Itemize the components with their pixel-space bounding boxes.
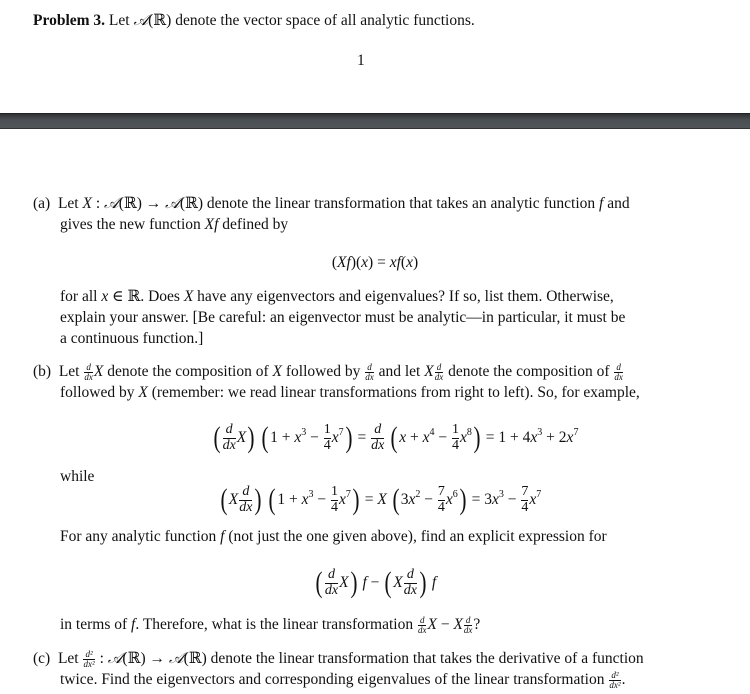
fraction-denominator: dx xyxy=(417,624,427,635)
math-symbol: xf xyxy=(389,254,401,271)
math-symbol: X xyxy=(453,616,463,633)
fraction-numerator: 1 xyxy=(452,422,460,438)
math-symbol: x xyxy=(399,429,407,446)
exponent: 3 xyxy=(301,427,307,438)
math-symbol: X xyxy=(82,195,92,212)
part-c-line-2 xyxy=(60,669,625,690)
math-symbol: x xyxy=(331,429,339,446)
fraction xyxy=(609,671,620,691)
problem-statement xyxy=(33,10,475,31)
text-run: (ℝ) → xyxy=(122,650,169,667)
fraction-denominator: dx xyxy=(403,582,417,598)
math-symbol: x xyxy=(294,429,302,446)
text-run: and xyxy=(603,195,630,212)
part-c-line-1 xyxy=(33,648,644,669)
fraction xyxy=(452,423,459,453)
part-b-while: while xyxy=(60,468,95,485)
math-symbol: x xyxy=(406,254,413,271)
text-run xyxy=(263,491,267,508)
fraction xyxy=(331,485,338,515)
math-symbol: x xyxy=(361,254,369,271)
text-run: gives the new function xyxy=(60,216,205,233)
text-run: + xyxy=(406,429,423,446)
fraction-denominator: dx xyxy=(365,371,374,382)
fraction xyxy=(223,423,236,453)
math-symbol: x xyxy=(566,429,574,446)
exponent: 3 xyxy=(498,489,504,500)
page-number: 1 xyxy=(357,52,365,69)
text-run: followed by xyxy=(60,384,139,401)
part-a-line-3 xyxy=(60,286,614,307)
text-run: twice. Find the eigenvectors and corresponding eigenvalues of the linear transformation xyxy=(60,671,609,688)
part-b-line-3 xyxy=(60,526,607,547)
text-run: (not just the one given above), find an explicit expression for xyxy=(224,528,607,545)
text-run: = xyxy=(360,491,378,508)
part-label: (c) Let xyxy=(33,650,83,667)
fraction-denominator: 4 xyxy=(521,499,529,515)
math-symbol: f xyxy=(131,616,136,633)
math-symbol: f xyxy=(431,573,437,591)
part-b-line-2 xyxy=(60,382,640,403)
text-run: (ℝ) denote the linear transformation that takes the derivative of a function xyxy=(183,650,644,667)
math-symbol: x xyxy=(529,491,537,508)
text-run: followed by xyxy=(281,363,365,380)
text-run: ? xyxy=(473,616,481,633)
math-symbol: 𝒜 xyxy=(133,12,149,29)
text-run: − xyxy=(306,429,323,446)
fraction-denominator: dx² xyxy=(83,658,95,669)
exponent: 4 xyxy=(429,427,435,438)
math-symbol: X xyxy=(427,616,437,633)
fraction xyxy=(438,485,445,515)
math-symbol: X xyxy=(138,384,148,401)
exponent: 8 xyxy=(466,427,472,438)
text-run: ( xyxy=(331,254,338,271)
fraction xyxy=(614,363,623,383)
fraction-numerator: d xyxy=(465,614,471,625)
math-symbol: 𝒜 xyxy=(168,650,184,667)
math-symbol: X xyxy=(339,573,349,591)
text-run xyxy=(387,491,391,508)
fraction-denominator: 4 xyxy=(323,437,331,453)
math-symbol: x xyxy=(530,429,538,446)
part-b-equation-2: (X $\frac{d}{dx}$ ) ($1 + x^3$ − $\frac{1}{4}$ $x^7) = X$ ($3x^2$ − $\frac{7}{4}$ $x^6) = 3x^3$ − $\frac{7}{4}$ $x^7$ xyxy=(220,483,542,516)
fraction xyxy=(325,568,338,598)
fraction-denominator: dx xyxy=(371,437,385,453)
fraction xyxy=(464,616,473,636)
exponent: 7 xyxy=(573,427,579,438)
fraction xyxy=(521,485,528,515)
math-symbol: 𝒜 xyxy=(107,650,123,667)
math-symbol: Xf xyxy=(337,254,351,271)
text-run: − xyxy=(503,491,521,508)
fraction-denominator: 4 xyxy=(330,499,338,515)
fraction-numerator: d xyxy=(406,567,414,582)
fraction xyxy=(365,363,374,383)
fraction-numerator: d xyxy=(374,422,382,438)
text-run: = 1 + 4 xyxy=(481,429,531,446)
exponent: 6 xyxy=(452,489,458,500)
text-run: − xyxy=(313,491,330,508)
fraction-denominator: dx xyxy=(324,582,339,598)
part-b-equation-1: ( $\frac{d}{dx}$ X) ($1 + x^3$ − $\frac{1}{4}$ $x^7$) = $\frac{d}{dx}$ ($x + x^4$ − $\frac{1}{4}$ $x^8) = 1 + 4x^3 + 2x^7$ xyxy=(213,421,579,454)
part-label: (b) Let xyxy=(33,363,84,380)
text-run: Let xyxy=(105,12,134,29)
part-label: (a) Let xyxy=(33,195,83,212)
exponent: 2 xyxy=(415,489,421,500)
fraction-numerator: d xyxy=(242,484,250,500)
text-run: (ℝ) denote the vector space of all analytic functions. xyxy=(148,12,475,29)
part-b-line-1 xyxy=(33,361,624,382)
text-run: )( xyxy=(350,254,362,271)
fraction-denominator: dx xyxy=(84,371,93,382)
text-run: denote the composition of xyxy=(103,363,273,380)
math-symbol: x xyxy=(491,491,499,508)
math-symbol: X xyxy=(93,363,104,380)
fraction-numerator: d² xyxy=(85,648,93,659)
part-b-equation-3: ( $\frac{d}{dx}$ X) f − (X $\frac{d}{dx}$ ) f xyxy=(315,565,437,599)
fraction-numerator: d xyxy=(616,361,621,372)
fraction-denominator: dx xyxy=(434,371,444,382)
fraction-numerator: 1 xyxy=(330,484,338,500)
text-run: + 2 xyxy=(542,429,567,446)
exponent: 3 xyxy=(537,427,543,438)
math-symbol: X xyxy=(393,573,403,591)
text-run: − xyxy=(366,573,384,591)
text-run: denote the composition of xyxy=(444,363,614,380)
fraction xyxy=(84,363,93,383)
math-symbol: 𝒜 xyxy=(165,195,180,212)
math-symbol: X xyxy=(377,491,387,508)
text-run: ) xyxy=(412,254,419,271)
fraction-numerator: d xyxy=(436,361,442,372)
text-run: (ℝ) → xyxy=(118,195,166,212)
text-run: − xyxy=(434,429,452,446)
part-a-line-2 xyxy=(60,214,288,235)
fraction-numerator: d xyxy=(225,422,233,438)
fraction-numerator: d² xyxy=(611,669,619,680)
text-run: a continuous function.] xyxy=(60,330,204,347)
exponent: 3 xyxy=(308,489,314,500)
text-run: in terms of xyxy=(60,616,132,633)
math-symbol: x xyxy=(338,491,346,508)
part-b-line-4 xyxy=(60,614,480,635)
text-run: (remember: we read linear transformations from right to left). So, for example, xyxy=(147,384,640,401)
text-run: − xyxy=(436,616,454,633)
math-symbol: x xyxy=(422,429,430,446)
math-symbol: Xf xyxy=(204,216,219,233)
text-run: : xyxy=(91,195,105,212)
fraction-denominator: dx xyxy=(614,371,623,382)
fraction xyxy=(239,485,252,515)
text-run: 3 xyxy=(400,491,409,508)
fraction-denominator: dx xyxy=(239,499,253,515)
part-a-line-1 xyxy=(33,193,630,214)
fraction-numerator: d xyxy=(327,567,335,582)
text-run: . Therefore, what is the linear transformation xyxy=(135,616,417,633)
fraction-denominator: 4 xyxy=(437,499,445,515)
text-run: ( xyxy=(400,254,407,271)
text-run: − xyxy=(420,491,437,508)
math-symbol: 𝒜 xyxy=(104,195,119,212)
math-symbol: X xyxy=(236,429,247,446)
text-run: . xyxy=(621,671,626,688)
fraction-numerator: d xyxy=(367,361,372,372)
fraction-denominator: dx² xyxy=(609,679,621,690)
math-symbol: x xyxy=(408,491,416,508)
text-run: = xyxy=(353,429,371,446)
fraction-denominator: dx xyxy=(463,624,473,635)
part-a-equation xyxy=(0,252,750,273)
text-run: explain your answer. [Be careful: an eigenvector must be analytic—in particular, it must be xyxy=(60,309,626,326)
math-symbol: f xyxy=(362,573,367,591)
exponent: 7 xyxy=(345,489,351,500)
fraction-numerator: 7 xyxy=(437,484,445,500)
text-run: defined by xyxy=(218,216,289,233)
exponent: 7 xyxy=(536,489,542,500)
math-symbol: x xyxy=(101,288,109,305)
text-run: : xyxy=(95,650,108,667)
problem-heading: Problem 3. xyxy=(33,12,106,29)
math-symbol: f xyxy=(220,528,225,545)
text-run xyxy=(385,429,389,446)
fraction-numerator: 1 xyxy=(323,422,331,438)
math-symbol: f xyxy=(599,195,604,212)
text-run: For any analytic function xyxy=(60,528,221,545)
text-run: = 3 xyxy=(467,491,492,508)
fraction-denominator: 4 xyxy=(452,437,460,453)
fraction-numerator: d xyxy=(419,614,425,625)
math-symbol: x xyxy=(301,491,309,508)
math-symbol: x xyxy=(460,429,467,446)
part-a-line-5 xyxy=(60,328,203,349)
math-symbol: X xyxy=(424,363,434,380)
text-run: (ℝ) denote the linear transformation that takes an analytic function xyxy=(179,195,600,212)
text-run: 1 + xyxy=(277,491,302,508)
math-symbol: x xyxy=(445,491,453,508)
fraction xyxy=(418,616,427,636)
fraction xyxy=(324,423,331,453)
fraction xyxy=(435,363,444,383)
math-symbol: X xyxy=(183,288,194,305)
text-run: for all xyxy=(60,288,102,305)
fraction xyxy=(404,568,417,598)
page-break-divider xyxy=(0,113,750,129)
exponent: 7 xyxy=(338,427,344,438)
fraction-numerator: d xyxy=(86,361,91,372)
fraction xyxy=(371,423,384,453)
fraction xyxy=(83,650,94,670)
text-run: ) = xyxy=(368,254,390,271)
math-symbol: X xyxy=(228,491,239,508)
text-run: 1 + xyxy=(270,429,295,446)
text-run: and let xyxy=(374,363,425,380)
math-symbol: X xyxy=(272,363,282,380)
fraction-denominator: dx xyxy=(222,437,236,453)
text-run: have any eigenvectors and eigenvalues? If so, list them. Otherwise, xyxy=(193,288,614,305)
text-run: ∈ ℝ. Does xyxy=(108,288,184,305)
fraction-numerator: 7 xyxy=(521,484,529,500)
part-a-line-4 xyxy=(60,307,625,328)
text-run xyxy=(256,429,260,446)
